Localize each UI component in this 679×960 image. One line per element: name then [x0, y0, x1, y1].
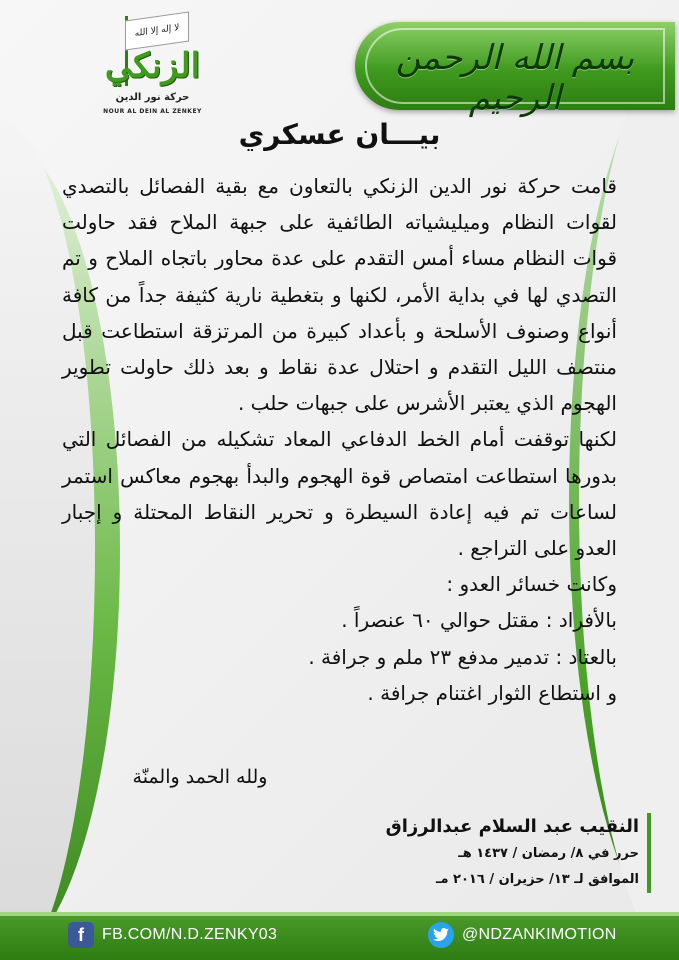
- facebook-handle: FB.COM/N.D.ZENKY03: [102, 926, 278, 943]
- twitter-link[interactable]: [428, 922, 617, 948]
- facebook-icon: f: [68, 922, 94, 948]
- paragraph-1: قامت حركة نور الدين الزنكي بالتعاون مع بقية الفصائل بالتصدي لقوات النظام وميليشياته الطائفية على جبهة الملاح فقد حاولت قوات النظام مساء أمس التقدم على عدة محاور باتجاه الملاح و تم التصدي لها في بداية الأمر، لكنها و بتغطية نارية كثيفة جداً من كافة أنواع وصنوف الأسلحة و بأعداد كبيرة من المرتزقة استطاعت قبل منتصف الليل التقدم و احتلال عدة نقاط و بعد ذلك حاولت تطوير الهجوم الذي يعتبر الأشرس على جبهات حلب .: [62, 174, 617, 416]
- date-gregorian: الموافق لـ ١٣/ حزيران / ٢٠١٦ مـ: [436, 872, 639, 887]
- facebook-link[interactable]: [68, 922, 277, 948]
- losses-heading: وكانت خسائر العدو :: [446, 572, 617, 597]
- movement-logo: [95, 12, 210, 122]
- logo-subtitle-english: NOUR AL DEIN AL ZENKEY: [103, 108, 202, 115]
- logo-flag-text: لا إله إلا الله: [134, 22, 180, 40]
- logo-name: الزنكي: [104, 46, 201, 86]
- signatory-name: النقيب عبد السلام عبدالرزاق: [385, 816, 639, 837]
- basmala-banner: [355, 22, 675, 118]
- statement-body: [62, 168, 617, 711]
- header: [0, 0, 679, 118]
- twitter-icon: [428, 922, 454, 948]
- closing-phrase: ولله الحمد والمنّة: [132, 766, 268, 788]
- twitter-bird-icon: [433, 928, 449, 942]
- signature-block: [359, 813, 651, 893]
- losses-item-equipment: بالعتاد : تدمير مدفع ٢٣ ملم و جرافة .: [308, 644, 617, 669]
- footer-bar: [0, 912, 679, 960]
- footer-highlight: [0, 912, 679, 916]
- statement-title: بيـــان عسكري: [238, 118, 441, 151]
- logo-subtitle-arabic: حركة نور الدين: [115, 92, 190, 103]
- twitter-handle: @NDZANKIMOTION: [462, 926, 617, 943]
- losses-item-captured: و استطاع الثوار اغتنام جرافة .: [367, 680, 617, 705]
- losses-item-personnel: بالأفراد : مقتل حوالي ٦٠ عنصراً .: [341, 608, 617, 633]
- paragraph-2: لكنها توقفت أمام الخط الدفاعي المعاد تشكيله من الفصائل التي بدورها استطاعت امتصاص قوة الهجوم والبدأ بهجوم معاكس استمر لساعات تم فيه إعادة السيطرة و تحرير النقاط المحتلة و إجبار العدو على التراجع .: [62, 427, 617, 561]
- logo-flag: [125, 12, 189, 51]
- basmala-text: بسم الله الرحمن الرحيم: [395, 38, 635, 118]
- date-hijri: حرر في ٨/ رمضان / ١٤٣٧ هـ: [458, 846, 639, 861]
